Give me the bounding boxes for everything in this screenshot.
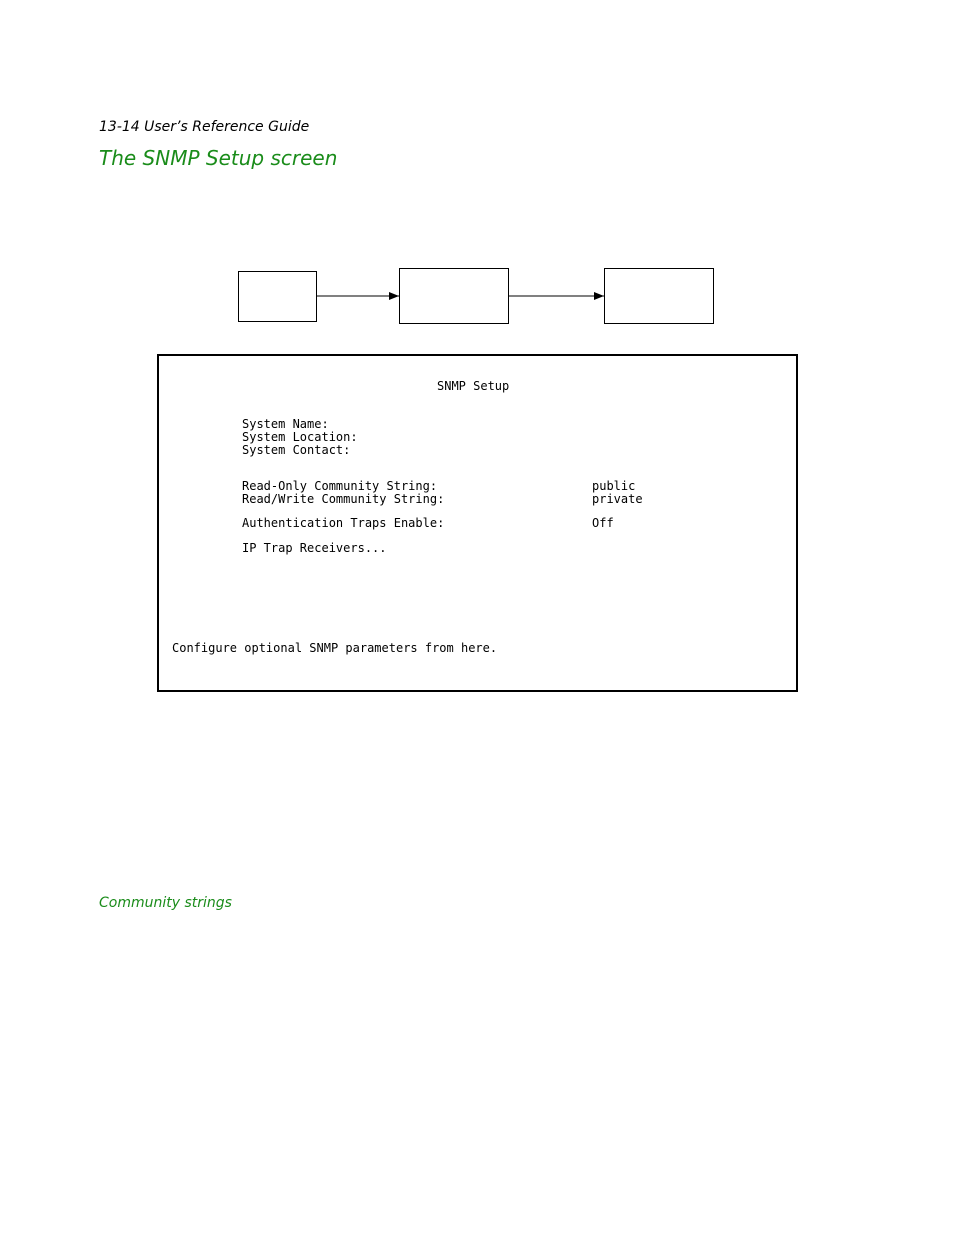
rw-community-value[interactable]: private	[592, 492, 643, 506]
ro-community-value[interactable]: public	[592, 479, 636, 493]
running-head: 13-14 User’s Reference Guide	[99, 119, 310, 135]
screen-heading: SNMP Setup	[437, 379, 510, 393]
status-line: Configure optional SNMP parameters from here.	[172, 641, 498, 655]
flow-box-1	[239, 272, 317, 322]
snmp-setup-screen	[157, 354, 798, 692]
system-contact-field[interactable]: System Contact:	[242, 443, 351, 457]
rw-community-label: Read/Write Community String:	[242, 492, 445, 506]
system-location-field[interactable]: System Location:	[242, 430, 358, 444]
auth-traps-label: Authentication Traps Enable:	[242, 516, 445, 530]
navigation-flow-diagram	[0, 0, 954, 340]
system-name-field[interactable]: System Name:	[242, 417, 329, 431]
page-title: The SNMP Setup screen	[99, 146, 338, 170]
ro-community-label: Read-Only Community String:	[242, 479, 438, 493]
flow-box-3	[605, 269, 714, 324]
auth-traps-value[interactable]: Off	[592, 516, 614, 530]
ip-trap-receivers-item[interactable]: IP Trap Receivers...	[242, 541, 387, 555]
flow-box-2	[400, 269, 509, 324]
community-strings-subhead: Community strings	[99, 895, 232, 911]
